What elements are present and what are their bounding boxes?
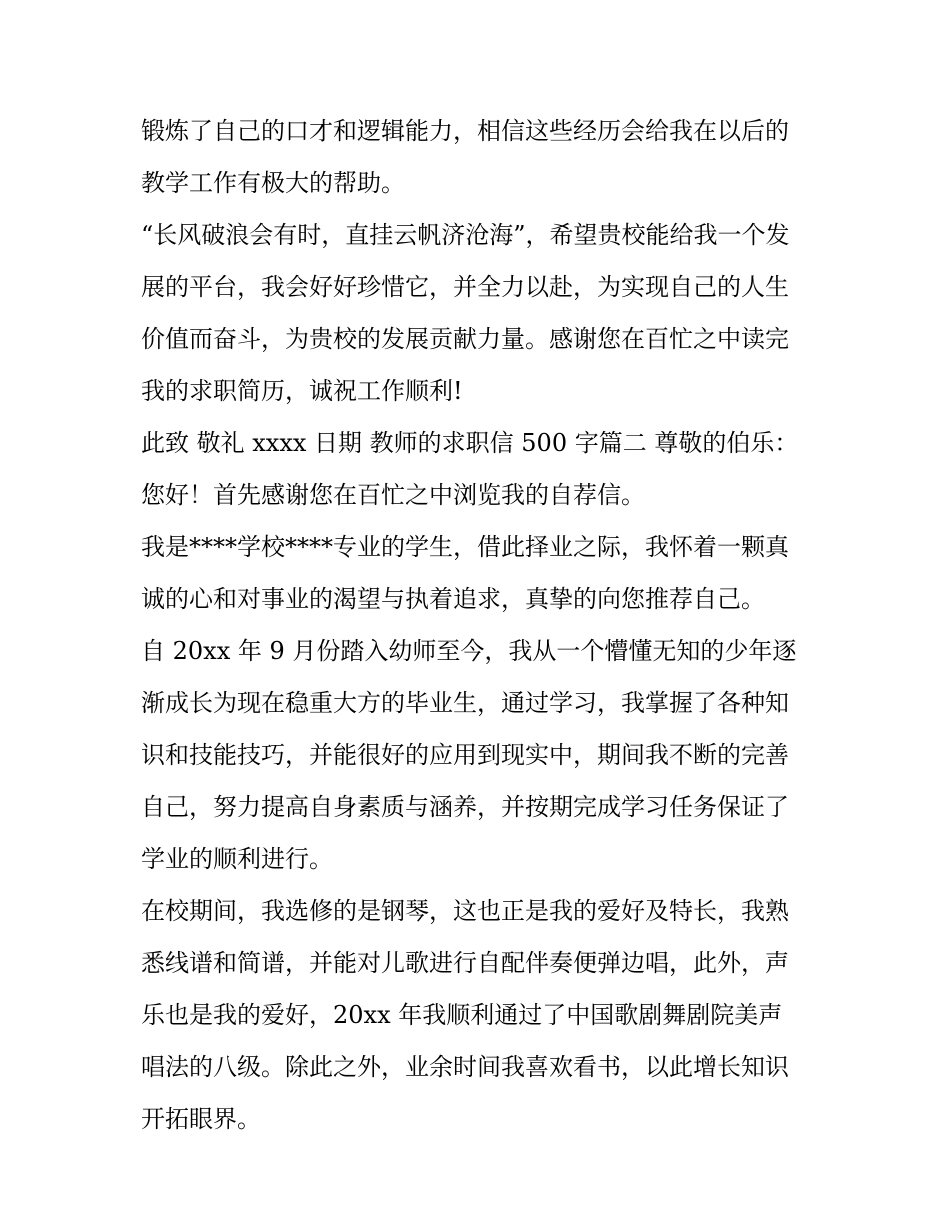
text-line: 自己，努力提高自身素质与涵养，并按期完成学习任务保证了	[141, 793, 789, 821]
text-line: 诚的心和对事业的渴望与执着追求，真挚的向您推荐自己。	[141, 585, 765, 613]
body-text	[141, 107, 821, 1147]
text-line: 悉线谱和简谱，并能对儿歌进行自配伴奏便弹边唱，此外，声	[141, 949, 789, 977]
text-line: 价值而奋斗，为贵校的发展贡献力量。感谢您在百忙之中读完	[141, 325, 789, 353]
text-line: 在校期间，我选修的是钢琴，这也正是我的爱好及特长，我熟	[141, 897, 789, 925]
text-line: 开拓眼界。	[141, 1105, 261, 1133]
text-line: 锻炼了自己的口才和逻辑能力，相信这些经历会给我在以后的	[141, 117, 789, 145]
text-line: 渐成长为现在稳重大方的毕业生，通过学习，我掌握了各种知	[141, 689, 789, 717]
text-line: 学业的顺利进行。	[141, 845, 333, 873]
text-line: 您好！首先感谢您在百忙之中浏览我的自荐信。	[141, 481, 645, 509]
text-line: 唱法的八级。除此之外，业余时间我喜欢看书，以此增长知识	[141, 1053, 789, 1081]
text-line: 我的求职简历，诚祝工作顺利!	[141, 377, 463, 405]
text-line: 展的平台，我会好好珍惜它，并全力以赴，为实现自己的人生	[141, 273, 789, 301]
text-line: 自 20xx 年 9 月份踏入幼师至今，我从一个懵懂无知的少年逐	[141, 637, 797, 665]
text-line: 教学工作有极大的帮助。	[141, 169, 405, 197]
text-line: 此致 敬礼 xxxx 日期 教师的求职信 500 字篇二 尊敬的伯乐：	[141, 429, 799, 457]
text-line: “长风破浪会有时，直挂云帆济沧海”，希望贵校能给我一个发	[141, 221, 790, 249]
text-line: 我是****学校****专业的学生，借此择业之际，我怀着一颗真	[141, 533, 789, 561]
text-line: 识和技能技巧，并能很好的应用到现实中，期间我不断的完善	[141, 741, 789, 769]
text-line: 乐也是我的爱好，20xx 年我顺利通过了中国歌剧舞剧院美声	[141, 1001, 783, 1029]
